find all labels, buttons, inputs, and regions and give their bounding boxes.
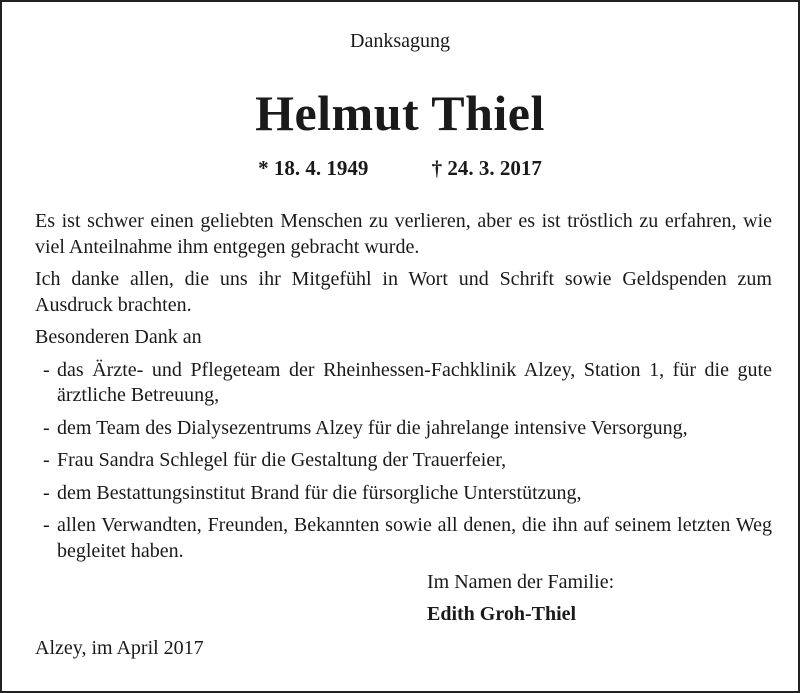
paragraph-special-thanks: Besonderen Dank an [35, 326, 202, 348]
list-item [35, 481, 772, 507]
death-date: † 24. 3. 2017 [431, 156, 542, 180]
signature-block [427, 566, 614, 630]
list-item-text: das Ärzte- und Pflegeteam der Rheinhessen-Fachklinik Alzey, Station 1, für die gute ärztliche Betreuung, [57, 358, 772, 406]
bullet-dash: - [43, 358, 50, 381]
place-date: Alzey, im April 2017 [35, 637, 204, 659]
notice-heading: Danksagung [350, 30, 450, 52]
bullet-dash: - [43, 481, 50, 504]
bullet-dash: - [43, 514, 50, 536]
signature-intro: Im Namen der Familie: [427, 571, 615, 593]
list-item-text: dem Team des Dialysezentrums Alzey für die jahrelange intensive Versorgung, [57, 416, 688, 439]
paragraph-gratitude: Ich danke allen, die uns ihr Mitgefühl in Wort und Schrift sowie Geldspenden zum Ausdruck brachten. [35, 268, 772, 316]
bullet-dash: - [43, 416, 50, 439]
deceased-name: Helmut Thiel [255, 85, 545, 141]
list-item-text: allen Verwandten, Freunden, Bekannten sowie all denen, die ihn auf seinem letzten Weg begleitet haben. [57, 514, 772, 562]
list-item [35, 448, 772, 474]
paragraph-intro: Es ist schwer einen geliebten Menschen zu verlieren, aber es ist tröstlich zu erfahren, wie viel Anteilnahme ihm entgegen gebracht wurde. [35, 210, 772, 258]
list-item [35, 358, 772, 409]
life-dates [2, 156, 798, 181]
list-item [35, 416, 772, 442]
list-item-text: Frau Sandra Schlegel für die Gestaltung der Trauerfeier, [57, 449, 507, 471]
thanks-text [35, 209, 772, 571]
thanks-list [35, 358, 772, 565]
bullet-dash: - [43, 449, 50, 471]
signer-name: Edith Groh-Thiel [427, 603, 577, 625]
birth-date: * 18. 4. 1949 [258, 156, 369, 180]
list-item-text: dem Bestattungsinstitut Brand für die fürsorgliche Unterstützung, [57, 481, 582, 504]
list-item [35, 513, 772, 564]
